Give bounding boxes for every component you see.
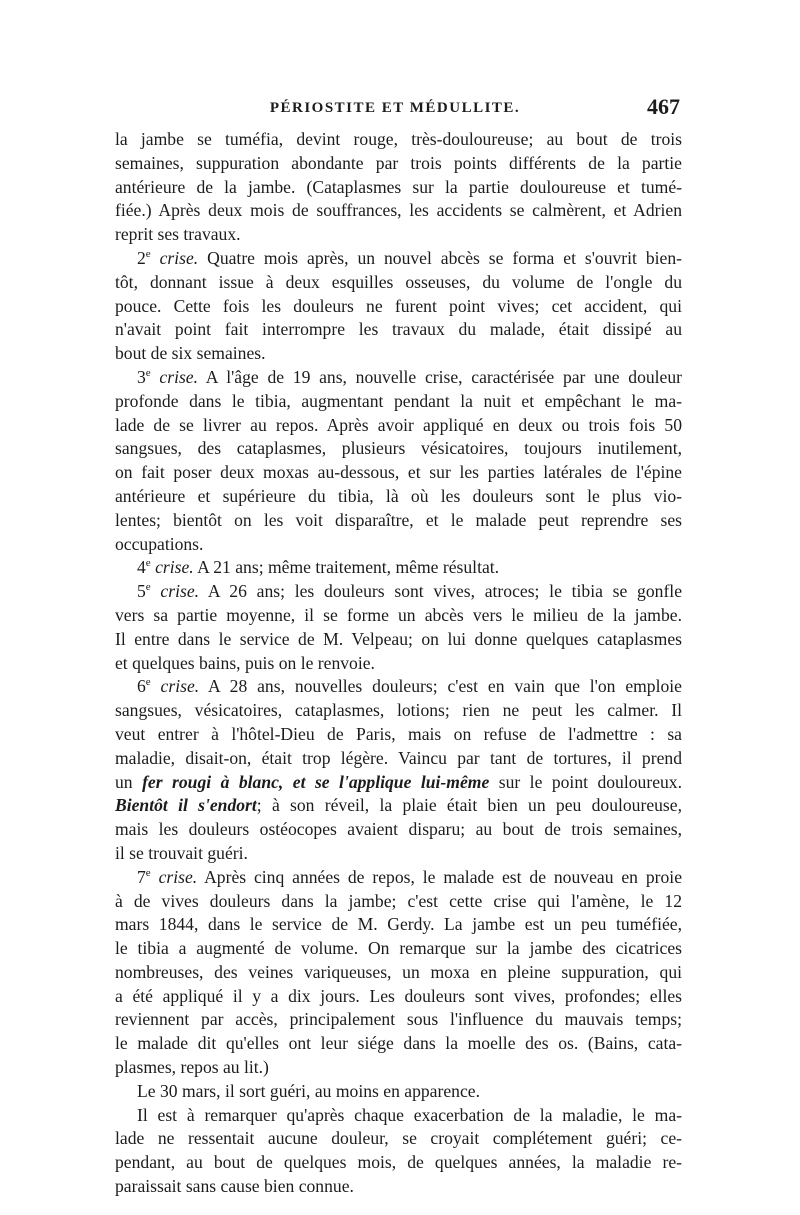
text-line xyxy=(115,747,682,771)
text-segment: Le 30 mars, il sort guéri, au moins en apparence. xyxy=(137,1080,480,1101)
text-segment: lade de se livrer au repos. Après avoir appliqué en deux ou trois fois 50 xyxy=(115,414,682,435)
ordinal-superscript: e xyxy=(145,367,151,380)
text-line xyxy=(115,794,682,818)
text-line xyxy=(115,1056,682,1080)
text-segment: lade ne ressentait aucune douleur, se croyait complétement guéri; ce- xyxy=(115,1128,682,1149)
text-segment: Il entre dans le service de M. Velpeau; on lui donne quelques cataplasmes xyxy=(115,628,682,649)
text-segment: reprit ses travaux. xyxy=(115,224,241,245)
text-line xyxy=(115,699,682,723)
text-line xyxy=(115,842,682,866)
text-line xyxy=(115,866,682,890)
text-segment: 6 xyxy=(137,676,146,697)
text-line xyxy=(115,437,682,461)
text-segment: 3 xyxy=(137,366,146,387)
text-line xyxy=(115,199,682,223)
text-line xyxy=(115,318,682,342)
ordinal-superscript: e xyxy=(145,866,151,879)
page-header xyxy=(110,94,680,124)
text-segment: veut entrer à l'hôtel-Dieu de Paris, mais on refuse de l'admettre : sa xyxy=(115,723,682,744)
text-segment: Il est à remarquer qu'après chaque exacerbation de la maladie, le ma- xyxy=(137,1104,682,1125)
text-line xyxy=(115,509,682,533)
text-segment: n'avait point fait interrompre les travaux du malade, était dissipé au xyxy=(115,319,682,340)
crise-label: crise. xyxy=(150,581,200,602)
text-segment: 7 xyxy=(137,866,146,887)
italic-phrase: fer rougi à blanc, et se l'applique lui-même xyxy=(142,771,490,792)
text-segment: Après cinq années de repos, le malade est de nouveau en proie xyxy=(197,866,682,887)
text-line xyxy=(115,1127,682,1151)
crise-label: crise. xyxy=(150,366,198,387)
text-line xyxy=(115,1032,682,1056)
text-segment: mars 1844, dans le service de M. Gerdy. La jambe est un peu tuméfiée, xyxy=(115,914,682,935)
text-segment: reviennent par accès, principalement sous l'influence du mauvais temps; xyxy=(115,1009,682,1030)
text-line xyxy=(115,247,682,271)
crise-label: crise. xyxy=(150,557,194,578)
text-line xyxy=(115,390,682,414)
text-line xyxy=(115,342,682,366)
text-segment: bout de six semaines. xyxy=(115,343,266,364)
text-segment: occupations. xyxy=(115,533,204,554)
text-segment: pendant, au bout de quelques mois, de quelques années, la maladie re- xyxy=(115,1152,682,1173)
text-line xyxy=(115,1008,682,1032)
ordinal-superscript: e xyxy=(145,557,151,570)
text-line xyxy=(115,937,682,961)
italic-phrase: Bientôt il s'endort xyxy=(115,795,257,816)
text-segment: 4 xyxy=(137,557,146,578)
text-segment: à de vives douleurs dans la jambe; c'est cette crise qui l'amène, le 12 xyxy=(115,890,682,911)
text-segment: vers sa partie moyenne, il se forme un abcès vers le milieu de la jambe. xyxy=(115,604,682,625)
text-segment: et quelques bains, puis on le renvoie. xyxy=(115,652,375,673)
text-line xyxy=(115,414,682,438)
text-segment: semaines, suppuration abondante par trois points différents de la partie xyxy=(115,152,682,173)
text-segment: A 21 ans; même traitement, même résultat. xyxy=(193,557,500,578)
text-line xyxy=(115,913,682,937)
text-segment: sangsues, des cataplasmes, plusieurs vésicatoires, toujours inutilement, xyxy=(115,438,682,459)
text-line xyxy=(115,223,682,247)
text-segment: antérieure et supérieure du tibia, là où les douleurs sont le plus vio- xyxy=(115,485,682,506)
text-segment: plasmes, repos au lit.) xyxy=(115,1057,269,1078)
text-segment: antérieure de la jambe. (Cataplasmes sur la partie douloureuse et tumé- xyxy=(115,176,682,197)
crise-label: crise. xyxy=(150,866,198,887)
text-line xyxy=(115,1080,682,1104)
text-segment: sur le point douloureux. xyxy=(489,771,682,792)
text-segment: tôt, donnant issue à deux esquilles osseuses, du volume de l'ongle du xyxy=(115,271,682,292)
text-segment: paraissait sans cause bien connue. xyxy=(115,1176,354,1197)
text-line xyxy=(115,271,682,295)
text-line xyxy=(115,985,682,1009)
text-line xyxy=(115,580,682,604)
text-segment: fiée.) Après deux mois de souffrances, les accidents se calmèrent, et Adrien xyxy=(115,200,682,221)
text-line xyxy=(115,485,682,509)
text-line xyxy=(115,366,682,390)
text-line xyxy=(115,152,682,176)
text-line xyxy=(115,628,682,652)
text-line xyxy=(115,652,682,676)
text-line xyxy=(115,675,682,699)
crise-label: crise. xyxy=(150,676,200,697)
ordinal-superscript: e xyxy=(145,581,151,594)
text-line xyxy=(115,295,682,319)
text-segment: a été appliqué il y a dix jours. Les douleurs sont vives, profondes; elles xyxy=(115,985,682,1006)
text-line xyxy=(115,533,682,557)
text-line xyxy=(115,556,682,580)
text-segment: sangsues, vésicatoires, cataplasmes, lotions; rien ne peut les calmer. Il xyxy=(115,700,682,721)
text-segment: A 26 ans; les douleurs sont vives, atroces; le tibia se gonfle xyxy=(199,581,682,602)
text-segment: A l'âge de 19 ans, nouvelle crise, caractérisée par une douleur xyxy=(198,366,682,387)
text-segment: 5 xyxy=(137,581,146,602)
text-segment: le tibia a augmenté de volume. On remarque sur la jambe des cicatrices xyxy=(115,938,682,959)
text-segment: ; à son réveil, la plaie était bien un peu douloureuse, xyxy=(256,795,682,816)
text-line xyxy=(115,176,682,200)
ordinal-superscript: e xyxy=(145,248,151,261)
text-segment: Quatre mois après, un nouvel abcès se forma et s'ouvrit bien- xyxy=(198,247,682,268)
text-line xyxy=(115,818,682,842)
text-line xyxy=(115,771,682,795)
body-text xyxy=(115,128,682,1199)
text-line xyxy=(115,128,682,152)
text-line xyxy=(115,461,682,485)
text-line xyxy=(115,890,682,914)
text-segment: le malade dit qu'elles ont leur siége dans la moelle des os. (Bains, cata- xyxy=(115,1033,682,1054)
page-number: 467 xyxy=(647,94,680,119)
text-segment: un xyxy=(115,771,143,792)
text-segment: profonde dans le tibia, augmentant pendant la nuit et empêchant le ma- xyxy=(115,390,682,411)
text-line xyxy=(115,604,682,628)
text-segment: pouce. Cette fois les douleurs ne furent point vives; cet accident, qui xyxy=(115,295,682,316)
ordinal-superscript: e xyxy=(145,676,151,689)
text-line xyxy=(115,961,682,985)
text-segment: A 28 ans, nouvelles douleurs; c'est en vain que l'on emploie xyxy=(199,676,682,697)
text-line xyxy=(115,1175,682,1199)
running-title: PÉRIOSTITE ET MÉDULLITE. xyxy=(269,100,521,116)
text-segment: on fait poser deux moxas au-dessous, et sur les parties latérales de l'épine xyxy=(115,462,682,483)
text-segment: la jambe se tuméfia, devint rouge, très-douloureuse; au bout de trois xyxy=(115,129,682,149)
crise-label: crise. xyxy=(150,247,199,268)
text-segment: nombreuses, des veines variqueuses, un moxa en pleine suppuration, qui xyxy=(115,961,682,982)
text-segment: maladie, disait-on, était trop légère. Vaincu par tant de tortures, il prend xyxy=(115,747,682,768)
text-line xyxy=(115,1151,682,1175)
text-line xyxy=(115,1104,682,1128)
text-segment: lentes; bientôt on les voit disparaître, et le malade peut reprendre ses xyxy=(115,509,682,530)
text-segment: 2 xyxy=(137,247,146,268)
text-segment: il se trouvait guéri. xyxy=(115,842,248,863)
text-segment: mais les douleurs ostéocopes avaient disparu; au bout de trois semaines, xyxy=(115,819,682,840)
text-line xyxy=(115,723,682,747)
